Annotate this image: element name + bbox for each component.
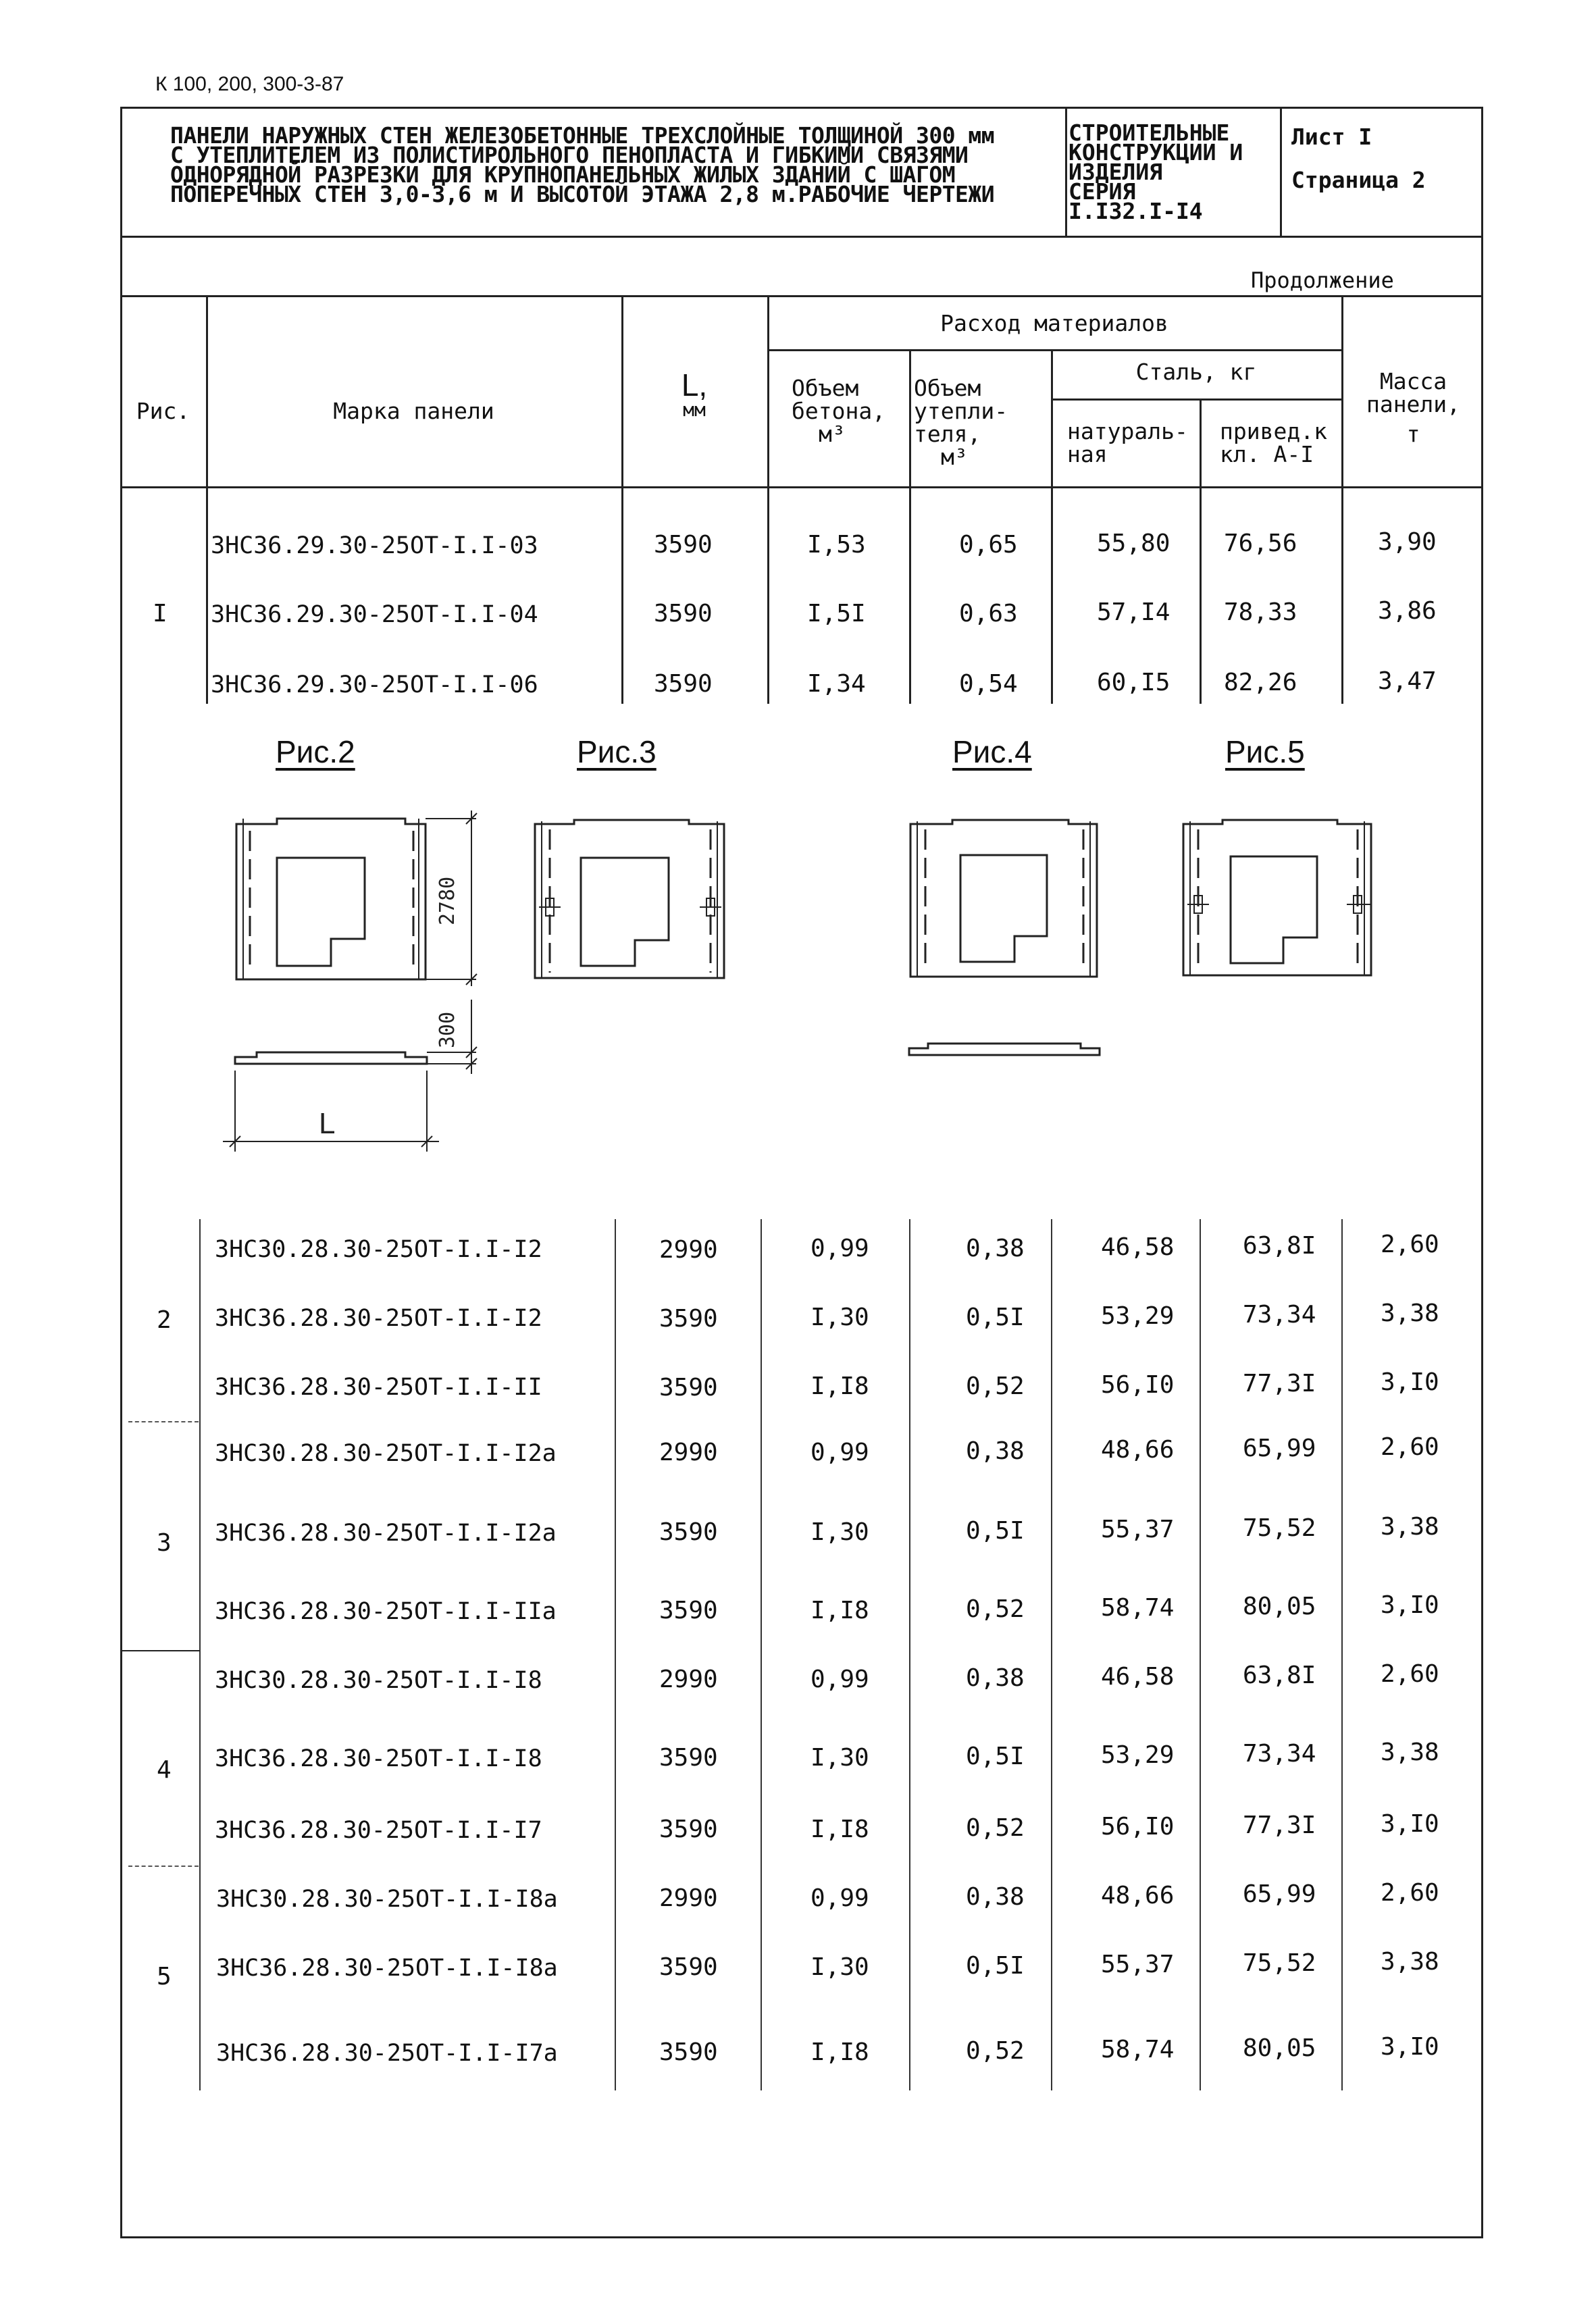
row-mark: 3НС36.29.30-25ОТ-I.I-06 [211, 671, 538, 698]
row-steel-natural: 46,58 [1101, 1233, 1175, 1261]
col-line-reduced [1341, 295, 1343, 704]
header-insulation-line: утепли- [914, 398, 1008, 424]
series-line: КОНСТРУКЦИИ И [1069, 139, 1243, 165]
title-line: ПАНЕЛИ НАРУЖНЫХ СТЕН ЖЕЛЕЗОБЕТОННЫЕ ТРЕХСЛОЙНЫЕ ТОЛЩИНОЙ 300 мм [170, 122, 995, 149]
header-length-unit: мм [683, 398, 706, 421]
header-natural-line: ная [1067, 441, 1108, 467]
col-line-reduced-lower [1200, 1219, 1201, 2090]
row-mass: 2,60 [1381, 1433, 1439, 1461]
row-steel-natural: 48,66 [1101, 1436, 1175, 1464]
col-line-insul [1051, 349, 1053, 704]
col-line-mark-lower [199, 1219, 201, 2090]
row-length: 2990 [659, 1884, 718, 1912]
group-separator [128, 1866, 199, 1867]
row-length: 3590 [659, 1744, 718, 1772]
figure-3-title: Рис.3 [577, 734, 657, 769]
title-line: С УТЕПЛИТЕЛЕМ ИЗ ПОЛИСТИРОЛЬНОГО ПЕНОПЛАСТА И ГИБКИМИ СВЯЗЯМИ [170, 142, 969, 168]
row-steel-natural: 58,74 [1101, 2036, 1175, 2063]
row-length: 3590 [654, 531, 713, 559]
row-length: 3590 [659, 1305, 718, 1333]
header-mass-line: панели, [1366, 391, 1461, 417]
row-steel-natural: 57,I4 [1097, 598, 1170, 626]
row-mass: 3,38 [1381, 1513, 1439, 1541]
header-concrete-line: бетона, [792, 398, 886, 424]
header-concrete-line: м³ [819, 421, 846, 447]
row-mark: 3НС36.28.30-25ОТ-I.I-I7а [216, 2040, 558, 2067]
row-concrete: I,30 [810, 1953, 869, 1981]
row-length: 3590 [659, 1953, 718, 1981]
figure-5-drawing [1175, 819, 1391, 994]
title-line: ОДНОРЯДНОЙ РАЗРЕЗКИ ДЛЯ КРУПНОПАНЕЛЬНЫХ ЖИЛЫХ ЗДАНИЙ С ШАГОМ [170, 161, 956, 188]
row-insulation: 0,52 [966, 1372, 1025, 1400]
header-insulation-line: теля, [914, 421, 981, 447]
row-steel-natural: 60,I5 [1097, 669, 1170, 696]
group-fig-label: I [153, 600, 168, 627]
row-steel-natural: 55,37 [1101, 1951, 1175, 1978]
header-concrete [792, 377, 906, 446]
group-fig-label: 5 [157, 1963, 172, 1990]
row-steel-reduced: 80,05 [1243, 2034, 1316, 2062]
header-mass-line: Масса [1379, 368, 1447, 394]
row-mark: 3НС36.28.30-25ОТ-I.I-IIа [215, 1598, 557, 1625]
row-steel-natural: 55,80 [1097, 530, 1170, 557]
series-line: I.I32.I-I4 [1069, 198, 1203, 224]
row-concrete: I,34 [807, 670, 866, 698]
length-dimension: L [319, 1107, 336, 1140]
row-length: 2990 [659, 1666, 718, 1693]
row-insulation: 0,5I [966, 1743, 1025, 1770]
row-concrete: I,I8 [810, 1372, 869, 1400]
figure-5-title: Рис.5 [1225, 734, 1305, 769]
header-concrete-line: Объем [792, 375, 859, 401]
row-length: 3590 [659, 1597, 718, 1624]
row-mass: 2,60 [1381, 1231, 1439, 1258]
figure-4-drawing [898, 817, 1114, 1074]
group-separator [128, 1421, 199, 1422]
thickness-dimension: 300 [436, 1011, 459, 1048]
row-mark: 3НС36.28.30-25ОТ-I.I-I2 [215, 1305, 542, 1332]
header-insulation-line: Объем [914, 375, 981, 401]
row-insulation: 0,38 [966, 1437, 1025, 1465]
row-mark: 3НС30.28.30-25ОТ-I.I-I2 [215, 1236, 542, 1263]
header-mass [1343, 370, 1483, 446]
row-steel-reduced: 77,3I [1243, 1370, 1316, 1397]
row-steel-reduced: 73,34 [1243, 1740, 1316, 1768]
figure-3-drawing [527, 819, 743, 994]
col-line-mark [621, 295, 623, 704]
figure-2-title: Рис.2 [276, 734, 355, 769]
series-line: ИЗДЕЛИЯ [1069, 159, 1163, 185]
steel-header-line [1051, 398, 1341, 401]
series-block [1069, 120, 1243, 224]
row-steel-reduced: 76,56 [1224, 530, 1297, 557]
row-mass: 2,60 [1381, 1879, 1439, 1907]
row-length: 3590 [659, 2038, 718, 2066]
row-mass: 2,60 [1381, 1660, 1439, 1688]
page-label: Страница 2 [1291, 167, 1426, 193]
series-line: СЕРИЯ [1069, 178, 1136, 205]
header-bottom-line [120, 486, 1483, 488]
row-mass: 3,90 [1378, 528, 1437, 556]
stamp-bottom-line [120, 236, 1483, 238]
row-concrete: I,30 [810, 1744, 869, 1772]
row-steel-reduced: 65,99 [1243, 1880, 1316, 1908]
row-mass: 3,38 [1381, 1739, 1439, 1766]
row-mass: 3,I0 [1381, 1810, 1439, 1838]
row-mark: 3НС36.28.30-25ОТ-I.I-I8а [216, 1955, 558, 1982]
header-materials: Расход материалов [940, 310, 1168, 336]
row-mass: 3,I0 [1381, 1591, 1439, 1619]
header-insulation-line: м³ [941, 444, 968, 470]
row-steel-natural: 56,I0 [1101, 1813, 1175, 1841]
row-insulation: 0,52 [966, 1814, 1025, 1842]
row-mass: 3,I0 [1381, 1368, 1439, 1396]
header-mass-line: т [1406, 421, 1420, 447]
row-concrete: I,I8 [810, 1816, 869, 1843]
row-mark: 3НС30.28.30-25ОТ-I.I-I8а [216, 1886, 558, 1913]
series-line: СТРОИТЕЛЬНЫЕ [1069, 120, 1230, 146]
group-fig-label: 3 [157, 1529, 172, 1557]
row-mark: 3НС30.28.30-25ОТ-I.I-I8 [215, 1667, 542, 1694]
row-length: 2990 [659, 1439, 718, 1466]
row-steel-natural: 56,I0 [1101, 1371, 1175, 1399]
row-concrete: I,I8 [810, 2038, 869, 2066]
header-mark: Марка панели [333, 398, 494, 424]
row-concrete: I,I8 [810, 1597, 869, 1624]
row-mark: 3НС36.29.30-25ОТ-I.I-04 [211, 601, 538, 628]
row-length: 3590 [659, 1374, 718, 1402]
row-length: 2990 [659, 1236, 718, 1264]
row-insulation: 0,54 [959, 670, 1018, 698]
row-mass: 3,38 [1381, 1948, 1439, 1976]
col-line-natural [1200, 398, 1202, 704]
row-steel-reduced: 75,52 [1243, 1949, 1316, 1977]
row-mark: 3НС36.29.30-25ОТ-I.I-03 [211, 532, 538, 559]
row-mark: 3НС36.28.30-25ОТ-I.I-I2а [215, 1520, 557, 1547]
row-mark: 3НС36.28.30-25ОТ-I.I-I8 [215, 1745, 542, 1772]
stamp-divider-1 [1065, 107, 1067, 236]
header-natural-line: натураль- [1067, 418, 1188, 444]
row-length: 3590 [654, 600, 713, 627]
continuation-label: Продолжение [1251, 267, 1394, 293]
row-mass: 3,86 [1378, 597, 1437, 625]
row-mass: 3,I0 [1381, 2033, 1439, 2061]
row-steel-reduced: 73,34 [1243, 1301, 1316, 1329]
group-fig-label: 2 [157, 1306, 172, 1334]
row-insulation: 0,65 [959, 531, 1018, 559]
col-line-concrete-lower [761, 1219, 762, 2090]
header-steel: Сталь, кг [1135, 359, 1257, 385]
row-mark: 3НС30.28.30-25ОТ-I.I-I2а [215, 1440, 557, 1467]
document-title [170, 122, 1062, 207]
row-steel-natural: 53,29 [1101, 1741, 1175, 1769]
row-length: 3590 [659, 1518, 718, 1546]
document-code: К 100, 200, 300-3-87 [155, 73, 344, 95]
row-concrete: 0,99 [810, 1235, 869, 1262]
figure-2-drawing [203, 804, 486, 1168]
row-steel-natural: 55,37 [1101, 1516, 1175, 1543]
row-steel-natural: 48,66 [1101, 1882, 1175, 1909]
row-concrete: I,30 [810, 1304, 869, 1331]
group-fig-label: 4 [157, 1756, 172, 1784]
row-insulation: 0,38 [966, 1235, 1025, 1262]
title-line: ПОПЕРЕЧНЫХ СТЕН 3,0-3,6 м И ВЫСОТОЙ ЭТАЖА 2,8 м.РАБОЧИЕ ЧЕРТЕЖИ [170, 181, 995, 207]
row-concrete: 0,99 [810, 1884, 869, 1912]
header-reduced [1220, 420, 1341, 466]
row-length: 3590 [659, 1816, 718, 1843]
row-insulation: 0,52 [966, 2037, 1025, 2065]
row-mark: 3НС36.28.30-25ОТ-I.I-I7 [215, 1817, 542, 1844]
row-insulation: 0,63 [959, 600, 1018, 627]
row-steel-reduced: 63,8I [1243, 1232, 1316, 1260]
row-steel-natural: 53,29 [1101, 1302, 1175, 1330]
header-reduced-line: кл. А-I [1220, 441, 1314, 467]
col-line-mass-lower [1341, 1219, 1343, 2090]
row-concrete: 0,99 [810, 1666, 869, 1693]
row-concrete: 0,99 [810, 1439, 869, 1466]
row-insulation: 0,5I [966, 1952, 1025, 1980]
row-steel-natural: 46,58 [1101, 1663, 1175, 1691]
row-steel-reduced: 77,3I [1243, 1811, 1316, 1839]
group-separator [120, 1650, 200, 1651]
stamp-divider-2 [1280, 107, 1282, 236]
row-steel-reduced: 75,52 [1243, 1514, 1316, 1542]
row-concrete: I,30 [810, 1518, 869, 1546]
row-steel-reduced: 80,05 [1243, 1593, 1316, 1620]
row-insulation: 0,38 [966, 1883, 1025, 1911]
row-insulation: 0,52 [966, 1595, 1025, 1623]
row-steel-reduced: 82,26 [1224, 669, 1297, 696]
table-top-line [120, 295, 1483, 297]
header-length-symbol: L, [681, 367, 708, 403]
col-line-concrete [909, 349, 911, 704]
header-reduced-line: привед.к [1220, 418, 1327, 444]
row-steel-natural: 58,74 [1101, 1594, 1175, 1622]
col-line-insul-lower [909, 1219, 910, 2090]
row-concrete: I,53 [807, 531, 866, 559]
sheet-label: Лист I [1291, 124, 1372, 150]
col-line-length-lower [615, 1219, 616, 2090]
header-fig: Рис. [136, 398, 190, 424]
col-line-length [767, 295, 769, 704]
row-steel-reduced: 78,33 [1224, 598, 1297, 626]
row-mass: 3,47 [1378, 667, 1437, 695]
height-dimension: 2780 [436, 876, 459, 925]
figure-4-title: Рис.4 [952, 734, 1032, 769]
row-insulation: 0,5I [966, 1304, 1025, 1331]
header-insulation [914, 377, 1049, 469]
row-insulation: 0,5I [966, 1517, 1025, 1545]
col-line-natural-lower [1051, 1219, 1052, 2090]
row-mass: 3,38 [1381, 1300, 1439, 1327]
materials-header-line [767, 349, 1341, 351]
row-insulation: 0,38 [966, 1664, 1025, 1692]
header-natural [1067, 420, 1199, 466]
col-line-fig [206, 295, 208, 704]
row-length: 3590 [654, 670, 713, 698]
row-mark: 3НС36.28.30-25ОТ-I.I-II [215, 1374, 542, 1401]
row-concrete: I,5I [807, 600, 866, 627]
row-steel-reduced: 63,8I [1243, 1662, 1316, 1689]
row-steel-reduced: 65,99 [1243, 1435, 1316, 1462]
